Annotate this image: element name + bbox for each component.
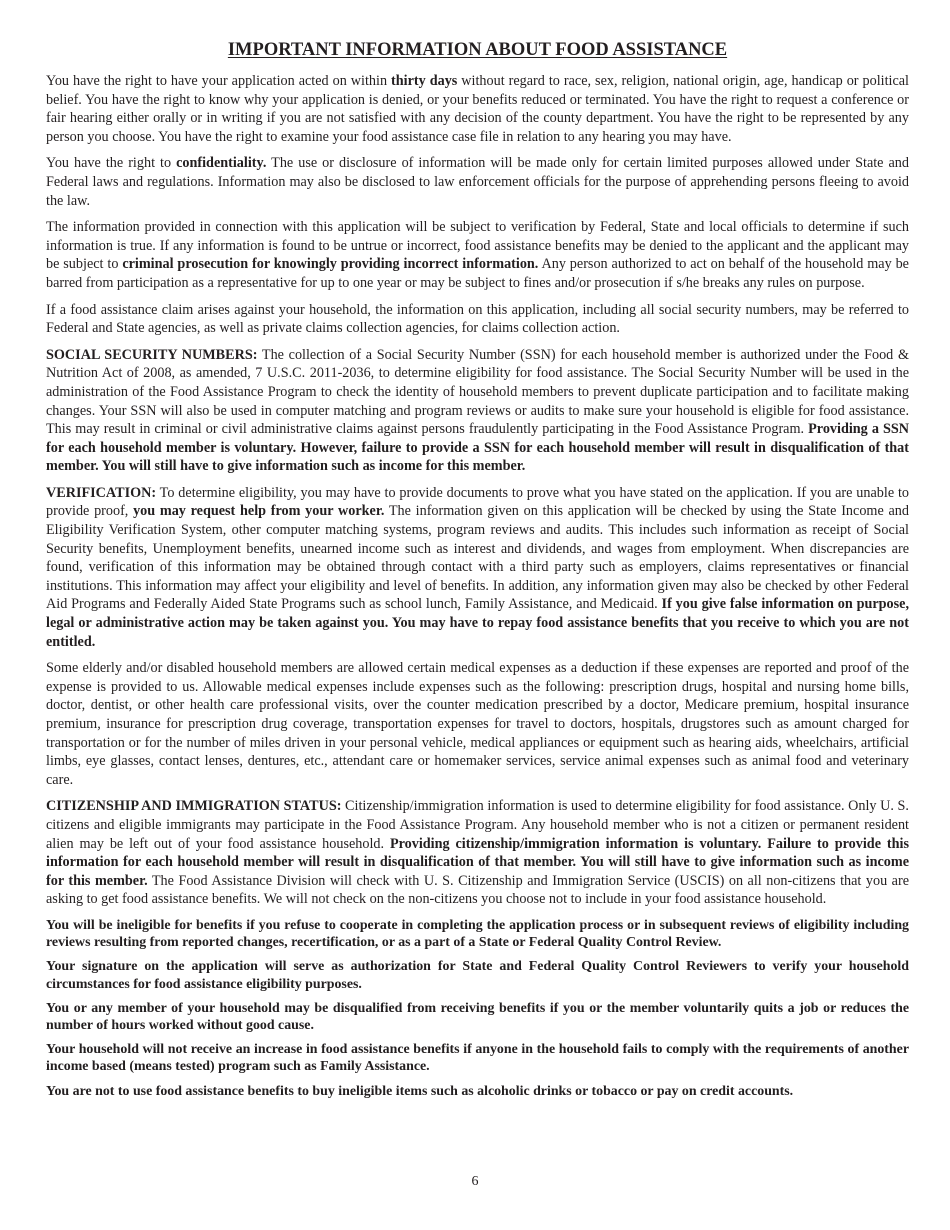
notice-job-quit: You or any member of your household may be disqualified from receiving benefits if you or the member voluntarily quits a job or reduces the number of hours worked without good cause. xyxy=(46,1000,909,1033)
verification-text-2: The information given on this application will be checked by using the State Income and Eligibility Verification System, other computer matching systems, program reviews and audits. This includes such information as receipt of Social Security benefits, Unemployment benefits, unearned income such as interest and dividends, and wages from employment. When discrepancies are found, verification of this information may be obtained through contact with a third party such as employers, claims representatives or financial institutions. This information may affect your eligibility and level of benefits. In addition, any information given may also be checked by other Federal Aid Programs and Federally Aided State Programs such as school lunch, Family Assistance, and Medicaid. xyxy=(46,503,909,613)
rights-text-1: You have the right to have your application acted on within xyxy=(46,73,392,89)
citizenship-paragraph xyxy=(46,797,909,909)
citizenship-heading: CITIZENSHIP AND IMMIGRATION STATUS: xyxy=(46,798,342,815)
false-information-emphasis: If you give false information on purpose, legal or administrative action may be taken against you. You may have to repay food assistance benefits that you receive to which you are not entitled. xyxy=(46,596,909,650)
criminal-prosecution-emphasis: criminal prosecution for knowingly providing incorrect information. xyxy=(122,256,539,273)
confidentiality-paragraph xyxy=(46,154,909,210)
rights-text-2: without regard to race, sex, religion, national origin, age, handicap or political belief. You have the right to know why your application is denied, or your benefits reduced or terminated. You have the right to request a conference or fair hearing either orally or in writing if you are not satisfied with any decision of the county department. You have the right to be represented by any person you choose. You have the right to examine your food assistance case file in relation to any hearing you may have. xyxy=(46,73,909,145)
citizenship-voluntary-emphasis: Providing citizenship/immigration information is voluntary. Failure to provide this information for each household member will result in disqualification of that member. You will still have to give information such as income for this member. xyxy=(46,835,909,889)
confidentiality-text-1: You have the right to xyxy=(46,155,177,172)
citizenship-text-1: Citizenship/immigration information is used to determine eligibility for food assistance. Only U. S. citizens and eligible immigrants may participate in the Food Assistance Program. Any household member who is not a citizen or permanent resident alien may be left out of your food assistance household. xyxy=(46,798,909,852)
page-number: 6 xyxy=(471,1174,479,1189)
document-page xyxy=(46,38,909,1107)
ssn-voluntary-emphasis: Providing a SSN for each household member is voluntary. However, failure to provide a SSN for each household member will result in disqualification of that member. You will still have to give information such as income for this member. xyxy=(46,421,909,475)
verification-officials-paragraph xyxy=(46,218,909,292)
request-help-emphasis: you may request help from your worker. xyxy=(133,503,385,520)
notice-no-increase: Your household will not receive an increase in food assistance benefits if anyone in the household fails to comply with the requirements of another income based (means tested) program such as Family Assistance. xyxy=(46,1042,909,1075)
claims-paragraph: If a food assistance claim arises against your household, the information on this application, including all social security numbers, may be referred to Federal and State agencies, as well as private claims collection agencies, for claims collection action. xyxy=(46,301,909,337)
confidentiality-text-2: The use or disclosure of information will be made only for certain limited purposes allowed under State and Federal laws and regulations. Information may also be disclosed to law enforcement officials for the purpose of apprehending persons fleeing to avoid the law. xyxy=(46,155,909,209)
thirty-days-emphasis: thirty days xyxy=(391,73,458,89)
verification-paragraph xyxy=(46,484,909,651)
notice-ineligible: You will be ineligible for benefits if you refuse to cooperate in completing the application process or in subsequent reviews of eligibility including reviews resulting from reported changes, recertification, or as a part of a State or Federal Quality Control Review. xyxy=(46,917,909,951)
officials-text-1: The information provided in connection with this application will be subject to verification by Federal, State and local officials to determine if such information is true. If any information is found to be untrue or incorrect, food assistance benefits may be denied to the applicant and the applicant may be subject to xyxy=(46,219,909,273)
medical-expenses-paragraph: Some elderly and/or disabled household members are allowed certain medical expenses as a deduction if these expenses are reported and proof of the expense is provided to us. Allowable medical expenses include expenses such as the following: prescription drugs, hospital and nursing home bills, doctor, dentist, or other health care professional visits, over the counter medication prescribed by a doctor, Medicare premium, hospital insurance premium, insurance for prescription drug coverage, transportation expenses for travel to doctors, hospitals, drugstores such as amount charged for transportation or for the number of miles driven in your personal vehicle, medical appliances or equipment such as hearing aids, wheelchairs, artificial limbs, eye glasses, contact lenses, dentures, etc., attendant care or homemaker services, service animal expenses such as animal food and veterinary care. xyxy=(46,660,909,788)
notice-signature-authorization: Your signature on the application will serve as authorization for State and Federal Quality Control Reviewers to verify your household circumstances for food assistance eligibility purposes. xyxy=(46,959,909,992)
confidentiality-emphasis: confidentiality. xyxy=(176,155,267,172)
rights-paragraph xyxy=(46,72,909,146)
ssn-paragraph xyxy=(46,346,909,476)
officials-text-2: Any person authorized to act on behalf of the household may be barred from participation as a representative for up to one year or may be subject to fines and/or prosecution if s/he breaks any rules on purpose. xyxy=(46,256,909,291)
verification-text-1: To determine eligibility, you may have to provide documents to prove what you have stated on the application. If you are unable to provide proof, xyxy=(46,484,909,520)
citizenship-text-2: The Food Assistance Division will check with U. S. Citizenship and Immigration Service (USCIS) on all non-citizens that you are asking to get food assistance benefits. We will not check on the non-citizens you choose not to include in your food assistance household. xyxy=(46,872,909,908)
ssn-text: The collection of a Social Security Number (SSN) for each household member is authorized under the Food & Nutrition Act of 2008, as amended, 7 U.S.C. 2011-2036, to determine eligibility for food assistance. The Social Security Number will be used in the administration of the Food Assistance Program to check the identity of household members to prevent duplicate participation and to facilitate making changes. Your SSN will also be used in computer matching and program reviews or audits to make sure your household is eligible for food assistance. This may result in criminal or civil administrative claims against persons fraudulently participating in the Food Assistance Program. xyxy=(46,346,909,438)
ssn-heading: SOCIAL SECURITY NUMBERS: xyxy=(46,346,258,363)
notice-ineligible-items: You are not to use food assistance benefits to buy ineligible items such as alcoholic drinks or tobacco or pay on credit accounts. xyxy=(46,1083,794,1099)
verification-heading: VERIFICATION: xyxy=(46,484,157,501)
page-title: IMPORTANT INFORMATION ABOUT FOOD ASSISTANCE xyxy=(227,40,728,60)
